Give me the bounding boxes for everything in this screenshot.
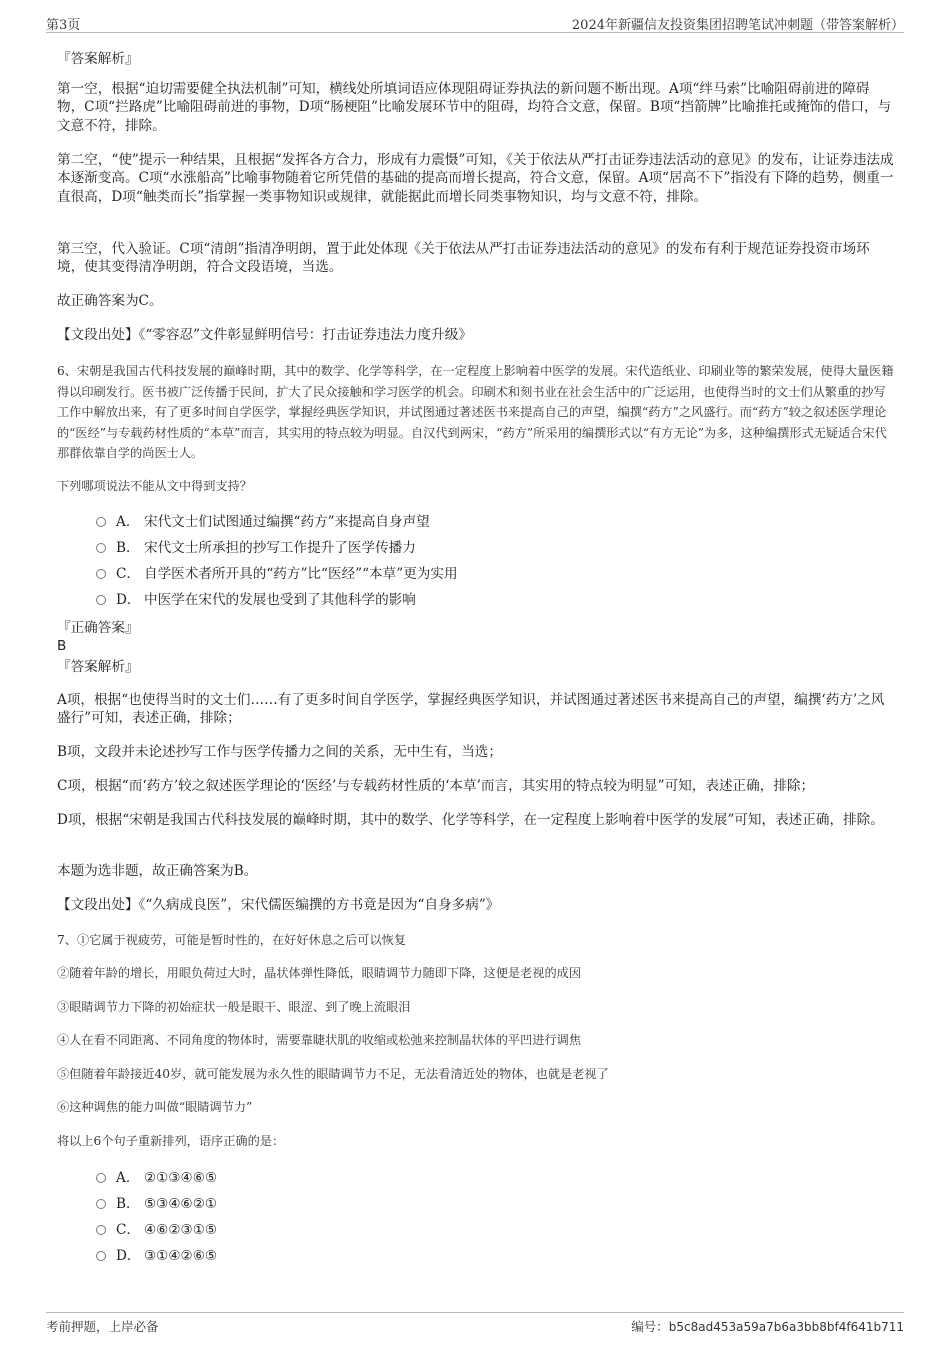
q6-conclusion: 本题为选非题，故正确答案为B。 <box>57 863 258 879</box>
q6-analysis-c: C项，根据“而‘药方’较之叙述医学理论的‘医经’与专载药材性质的‘本草’而言，其实用的特点较为明显”可知，表述正确，排除； <box>57 778 815 794</box>
q7-option-d[interactable] <box>96 1247 217 1265</box>
option-text: 宋代文士们试图通过编撰“药方”来提高自身声望 <box>144 514 430 530</box>
option-text: ③①④②⑥⑤ <box>144 1248 218 1264</box>
option-key: A． <box>116 1170 140 1186</box>
prev-conclusion: 故正确答案为C。 <box>57 293 163 309</box>
q6-option-d[interactable] <box>96 591 416 609</box>
q7-sentence-1: 7、①它属于视疲劳，可能是暂时性的，在好好休息之后可以恢复 <box>57 933 407 947</box>
q6-prompt: 下列哪项说法不能从文中得到支持？ <box>57 479 252 493</box>
radio-button[interactable] <box>96 543 106 553</box>
option-key: C． <box>116 566 140 582</box>
q6-option-a[interactable] <box>96 513 430 531</box>
option-key: C． <box>116 1222 140 1238</box>
footer-code-value: b5c8ad453a59a7b6a3bb8bf4f641b711 <box>668 1320 904 1334</box>
q7-sentence-4: ④人在看不同距离、不同角度的物体时，需要靠睫状肌的收缩或松弛来控制晶状体的平凹进行调焦 <box>57 1033 582 1047</box>
prev-source: 【文段出处】《“零容忍”文件彰显鲜明信号：打击证券违法力度升级》 <box>57 327 472 343</box>
radio-button[interactable] <box>96 595 106 605</box>
footer-slogan: 考前押题，上岸必备 <box>46 1319 159 1334</box>
footer-code <box>631 1317 904 1335</box>
radio-button[interactable] <box>96 569 106 579</box>
q6-analysis-a: A项，根据“也使得当时的文士们……有了更多时间自学医学，掌握经典医学知识，并试图通过著述医书来提高自己的声望，编撰‘药方’之风盛行”可知，表述正确，排除； <box>57 692 885 727</box>
q7-option-b[interactable] <box>96 1195 217 1213</box>
page-footer <box>46 1312 904 1335</box>
q7-sentence-3: ③眼睛调节力下降的初始症状一般是眼干、眼涩、到了晚上流眼泪 <box>57 1000 411 1014</box>
option-key: D． <box>116 592 141 608</box>
q7-sentence-6: ⑥这种调焦的能力叫做“眼睛调节力” <box>57 1100 253 1114</box>
page-number: 第3页 <box>46 18 81 33</box>
q6-option-b[interactable] <box>96 539 416 557</box>
prev-analysis-label: 『答案解析』 <box>57 51 139 67</box>
q7-option-c[interactable] <box>96 1221 217 1239</box>
q6-analysis-label: 『答案解析』 <box>57 659 139 675</box>
option-text: 中医学在宋代的发展也受到了其他科学的影响 <box>144 592 416 608</box>
option-key: B． <box>116 540 140 556</box>
option-key: B． <box>116 1196 140 1212</box>
document-title: 2024年新疆信友投资集团招聘笔试冲刺题（带答案解析） <box>571 18 904 33</box>
q6-analysis-d: D项，根据“宋朝是我国古代科技发展的巅峰时期，其中的数学、化学等科学，在一定程度上影响着中医学的发展”可知，表述正确，排除。 <box>57 812 884 828</box>
radio-button[interactable] <box>96 1225 106 1235</box>
radio-button[interactable] <box>96 517 106 527</box>
q6-correct-label: 『正确答案』 <box>57 620 139 636</box>
option-text: ⑤③④⑥②① <box>144 1196 218 1212</box>
prev-analysis-para3: 第三空，代入验证。C项“清朗”指清净明朗，置于此处体现《关于依法从严打击证券违法活动的意见》的发布有利于规范证券投资市场环境，使其变得清净明朗，符合文段语境，当选。 <box>57 241 870 276</box>
option-text: ④⑥②③①⑤ <box>144 1222 218 1238</box>
radio-button[interactable] <box>96 1173 106 1183</box>
q6-source: 【文段出处】《“久病成良医”，宋代儒医编撰的方书竟是因为“自身多病”》 <box>57 897 500 913</box>
q6-analysis-b: B项，文段并未论述抄写工作与医学传播力之间的关系，无中生有，当选； <box>57 744 502 760</box>
q6-passage: 6、宋朝是我国古代科技发展的巅峰时期，其中的数学、化学等科学，在一定程度上影响着中医学的发展。宋代造纸业、印刷业等的繁荣发展，使得大量医籍得以印刷发行。医书被广泛传播于民间，扩大了民众接触和学习医学的机会。印刷术和刻书业在社会生活中的广泛运用，也使得当时的文士们从繁重的抄写工作中解放出来，有了更多时间自学医学，掌握经典医学知识，并试图通过著述医书来提高自己的声望，编撰“药方”之风盛行。而“药方”较之叙述医学理论的“医经”与专载药材性质的“本草”而言，其实用的特点较为明显。自汉代到两宋，“药方”所采用的编撰形式以“有方无论”为多，这种编撰形式无疑适合宋代那群依靠自学的尚医士人。 <box>57 364 894 460</box>
footer-code-label: 编号： <box>631 1319 669 1334</box>
prev-analysis-para1: 第一空，根据“迫切需要健全执法机制”可知，横线处所填词语应体现阻碍证券执法的新问题不断出现。A项“绊马索”比喻阻碍前进的障碍物，C项“拦路虎”比喻阻碍前进的事物，D项“肠梗阻”比喻发展环节中的阻碍，均符合文意，保留。B项“挡箭牌”比喻推托或掩饰的借口，与文意不符，排除。 <box>57 81 892 134</box>
radio-button[interactable] <box>96 1251 106 1261</box>
q6-correct-value: B <box>57 638 67 654</box>
q6-option-c[interactable] <box>96 565 458 583</box>
prev-analysis-para2: 第二空，“使”提示一种结果，且根据“发挥各方合力，形成有力震慑”可知，《关于依法从严打击证券违法活动的意见》的发布，让证券违法成本逐渐变高。C项“水涨船高”比喻事物随着它所凭借的基础的提高而增长提高，符合文意，保留。A项“居高不下”指没有下降的趋势，侧重一直很高，D项“触类而长”指掌握一类事物知识或规律，就能据此而增长同类事物知识，均与文意不符，排除。 <box>57 152 894 205</box>
option-text: 宋代文士所承担的抄写工作提升了医学传播力 <box>144 540 416 556</box>
page-header <box>46 10 904 33</box>
q7-sentence-5: ⑤但随着年龄接近40岁，就可能发展为永久性的眼睛调节力不足，无法看清近处的物体，也就是老视了 <box>57 1067 609 1081</box>
q7-prompt: 将以上6个句子重新排列，语序正确的是： <box>57 1134 285 1148</box>
option-key: A． <box>116 514 140 530</box>
option-text: ②①③④⑥⑤ <box>144 1170 218 1186</box>
option-key: D． <box>116 1248 141 1264</box>
q7-option-a[interactable] <box>96 1169 217 1187</box>
q7-sentence-2: ②随着年龄的增长，用眼负荷过大时，晶状体弹性降低，眼睛调节力随即下降，这便是老视的成因 <box>57 966 582 980</box>
option-text: 自学医术者所开具的“药方”比“医经”“本草”更为实用 <box>144 566 458 582</box>
radio-button[interactable] <box>96 1199 106 1209</box>
